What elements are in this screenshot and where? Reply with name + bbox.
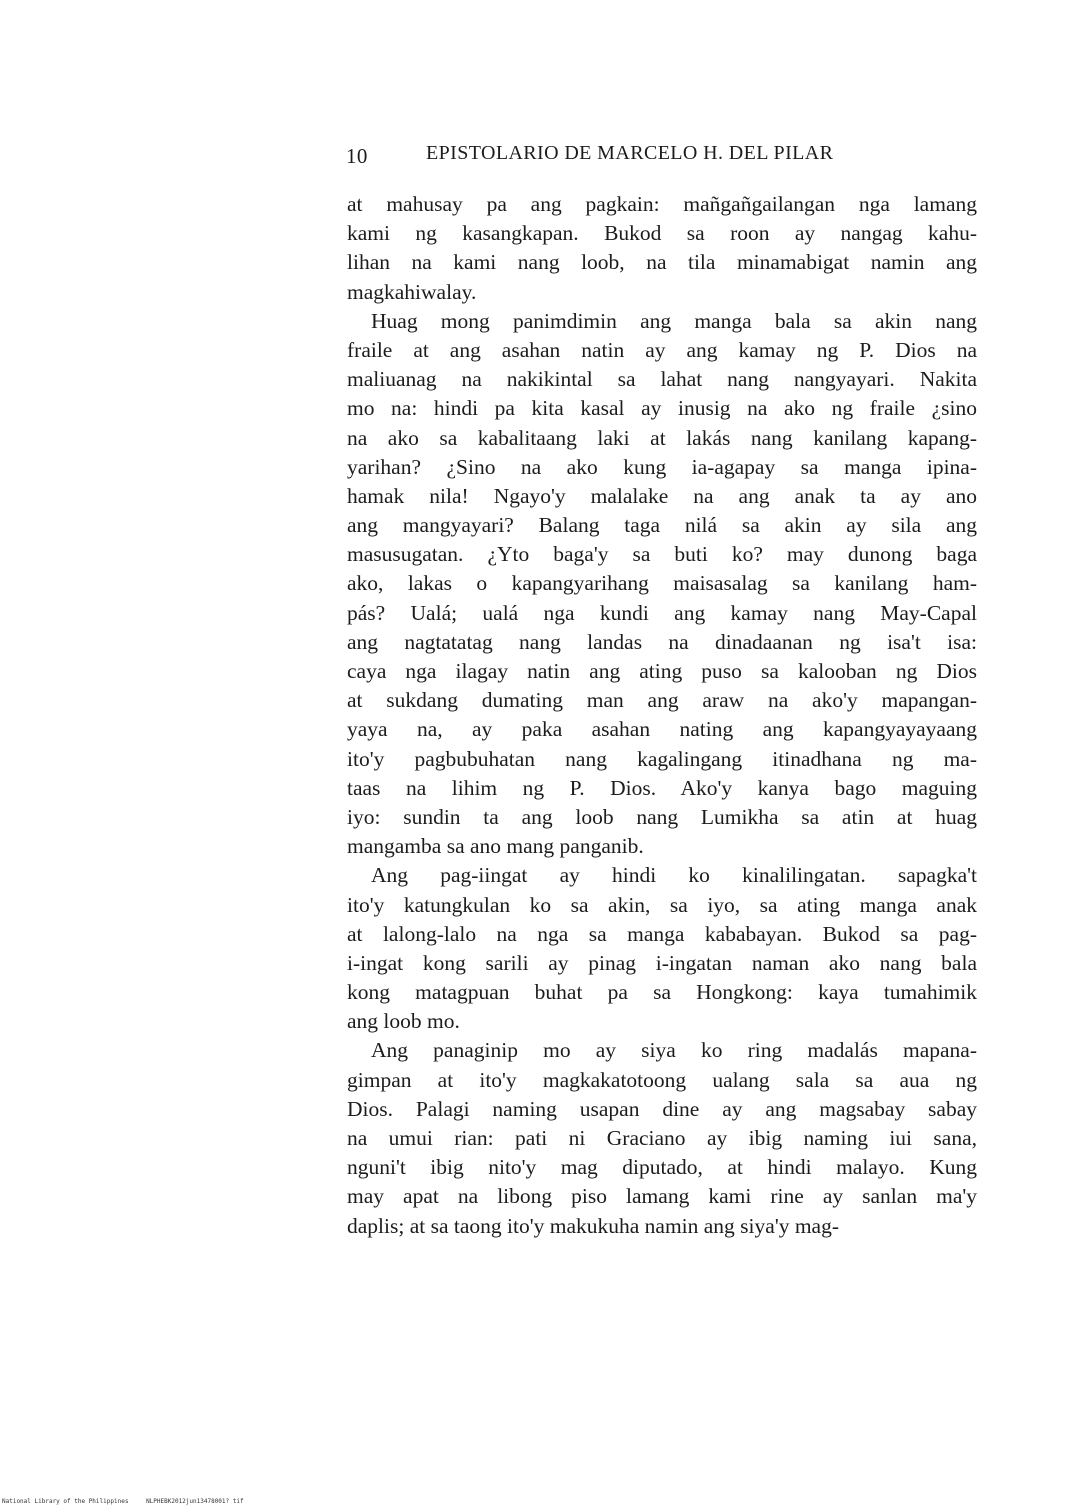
text-line: hamak nila! Ngayo'y malalake na ang anak ta ay ano	[347, 483, 977, 508]
text-line: Ang pag-iingat ay hindi ko kinalilingatan. sapagka't	[371, 863, 977, 888]
text-line: at lalong-lalo na nga sa manga kababayan. Bukod sa pag-	[347, 921, 977, 946]
text-line: yarihan? ¿Sino na ako kung ia-agapay sa manga ipina-	[347, 454, 977, 479]
text-line: ako, lakas o kapangyarihang maisasalag sa kanilang ham-	[347, 571, 977, 596]
text-line: nguni't ibig nito'y mag diputado, at hindi malayo. Kung	[347, 1155, 977, 1180]
text-line: na umui rian: pati ni Graciano ay ibig naming iui sana,	[347, 1126, 977, 1150]
paragraph	[347, 861, 977, 1036]
text-line: ito'y pagbubuhatan nang kagalingang itinadhana ng ma-	[347, 746, 977, 771]
text-line: i-ingat kong sarili ay pinag i-ingatan naman ako nang bala	[347, 950, 977, 975]
text-line: lihan na kami nang loob, na tila minamabigat namin ang	[347, 250, 977, 275]
running-head	[346, 142, 906, 172]
footer-file-id: NLPHEBK2012jun13478001? tif	[146, 1498, 244, 1505]
text-line: at mahusay pa ang pagkain: mañgañgailangan nga lamang	[347, 192, 977, 216]
text-line: at sukdang dumating man ang araw na ako'y mapangan-	[347, 688, 977, 713]
body-text	[347, 190, 977, 1241]
text-line: may apat na libong piso lamang kami rine ay sanlan ma'y	[347, 1184, 977, 1209]
text-line: ang mangyayari? Balang taga nilá sa akin ay sila ang	[347, 513, 977, 538]
text-line: daplis; at sa taong ito'y makukuha namin ang siya'y mag-	[347, 1213, 839, 1238]
text-line: fraile at ang asahan natin ay ang kamay ng P. Dios na	[347, 337, 977, 362]
paragraph	[347, 190, 977, 307]
text-line: iyo: sundin ta ang loob nang Lumikha sa atin at huag	[347, 804, 977, 829]
text-line: na ako sa kabalitaang laki at lakás nang kanilang kapang-	[347, 425, 977, 450]
text-line: magkahiwalay.	[347, 279, 477, 304]
running-title: EPISTOLARIO DE MARCELO H. DEL PILAR	[426, 142, 834, 164]
text-line: mo na: hindi pa kita kasal ay inusig na ako ng fraile ¿sino	[347, 396, 977, 421]
text-line: caya nga ilagay natin ang ating puso sa kalooban ng Dios	[347, 659, 977, 683]
text-line: taas na lihim ng P. Dios. Ako'y kanya bago maguing	[347, 775, 977, 800]
text-line: kami ng kasangkapan. Bukod sa roon ay nangag kahu-	[347, 221, 977, 246]
text-line: yaya na, ay paka asahan nating ang kapangyayayaang	[347, 717, 977, 742]
text-line: Ang panaginip mo ay siya ko ring madalás mapana-	[371, 1038, 977, 1063]
text-line: kong matagpuan buhat pa sa Hongkong: kaya tumahimik	[347, 980, 977, 1005]
text-line: Huag mong panimdimin ang manga bala sa akin nang	[371, 308, 977, 333]
paragraph	[347, 307, 977, 862]
page-number: 10	[346, 144, 368, 168]
paragraph	[347, 1036, 977, 1240]
text-line: ito'y katungkulan ko sa akin, sa iyo, sa ating manga anak	[347, 892, 977, 917]
text-line: pás? Ualá; ualá nga kundi ang kamay nang May-Capal	[347, 600, 977, 625]
text-line: Dios. Palagi naming usapan dine ay ang magsabay sabay	[347, 1096, 977, 1121]
text-line: mangamba sa ano mang panganib.	[347, 834, 644, 859]
text-line: gimpan at ito'y magkakatotoong ualang sala sa aua ng	[347, 1067, 977, 1092]
footer-library: National Library of the Philippines	[2, 1498, 129, 1505]
text-line: maliuanag na nakikintal sa lahat nang nangyayari. Nakita	[347, 367, 977, 392]
text-line: ang nagtatatag nang landas na dinadaanan ng isa't isa:	[347, 629, 977, 654]
text-line: ang loob mo.	[347, 1009, 460, 1034]
text-line: masusugatan. ¿Yto baga'y sa buti ko? may dunong baga	[347, 542, 977, 567]
scan-footer	[2, 1498, 258, 1505]
